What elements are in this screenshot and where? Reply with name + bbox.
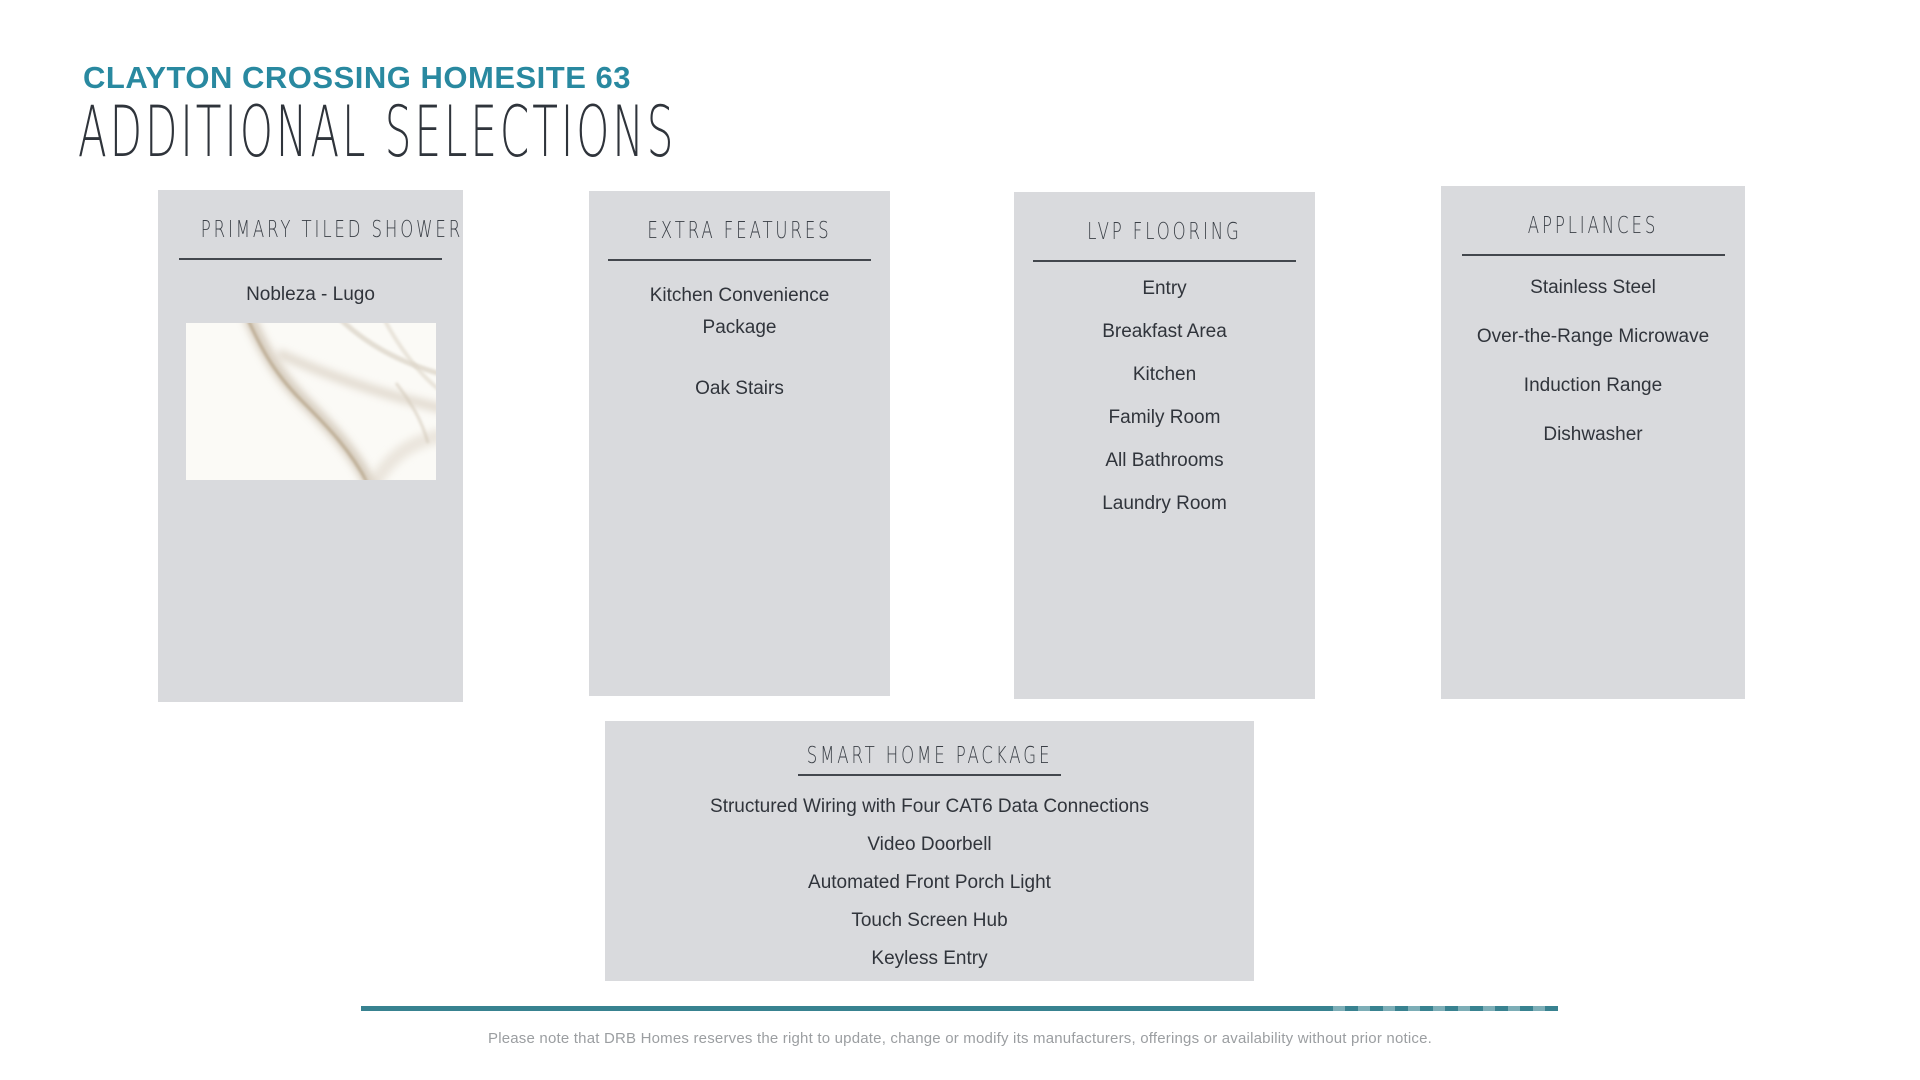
list-item: Breakfast Area: [1102, 321, 1227, 342]
card-appliances: [1441, 186, 1745, 699]
card-item-list: [605, 796, 1254, 969]
product-name: Nobleza - Lugo: [246, 284, 375, 305]
list-item: Dishwasher: [1543, 424, 1643, 445]
card-heading: EXTRA FEATURES: [647, 218, 832, 244]
watermark-overlay: [1320, 1006, 1555, 1011]
card-heading: PRIMARY TILED SHOWER: [200, 217, 464, 243]
heading-underline: [608, 259, 871, 261]
heading-underline: [1462, 254, 1725, 256]
list-item: Touch Screen Hub: [851, 910, 1008, 931]
page-subtitle: CLAYTON CROSSING HOMESITE 63: [83, 60, 631, 95]
list-item: Oak Stairs: [695, 378, 784, 399]
list-item: Entry: [1142, 278, 1187, 299]
card-smart-home-package: [605, 721, 1254, 981]
heading-underline: [1033, 260, 1296, 262]
heading-underline: [798, 774, 1061, 776]
card-item-list: [1441, 277, 1745, 445]
list-item: All Bathrooms: [1105, 450, 1224, 471]
card-heading: SMART HOME PACKAGE: [806, 743, 1053, 769]
card-heading: LVP FLOORING: [1087, 219, 1242, 245]
list-item: Laundry Room: [1102, 493, 1227, 514]
list-item: Induction Range: [1523, 375, 1663, 396]
list-item: Keyless Entry: [871, 948, 988, 969]
page-title: ADDITIONAL SELECTIONS: [78, 91, 677, 173]
list-item: Over-the-Range Microwave: [1476, 326, 1710, 347]
list-item: Video Doorbell: [867, 834, 992, 855]
list-item: Structured Wiring with Four CAT6 Data Connections: [710, 796, 1149, 817]
card-lvp-flooring: [1014, 192, 1315, 699]
list-item: Family Room: [1108, 407, 1221, 428]
marble-tile-swatch-image: [186, 323, 436, 480]
list-item: Kitchen: [1132, 364, 1197, 385]
card-extra-features: [589, 191, 890, 696]
list-item: Automated Front Porch Light: [808, 872, 1051, 893]
list-item: Stainless Steel: [1530, 277, 1656, 298]
card-heading: APPLIANCES: [1527, 213, 1659, 239]
heading-underline: [179, 258, 442, 260]
card-primary-tiled-shower: [158, 190, 463, 702]
disclaimer-text: Please note that DRB Homes reserves the right to update, change or modify its manufacturers, offerings or availability without prior notice.: [487, 1030, 1432, 1047]
list-item: Kitchen Convenience Package: [649, 285, 830, 338]
card-item-list: [589, 280, 890, 405]
card-item-list: [1014, 278, 1315, 514]
